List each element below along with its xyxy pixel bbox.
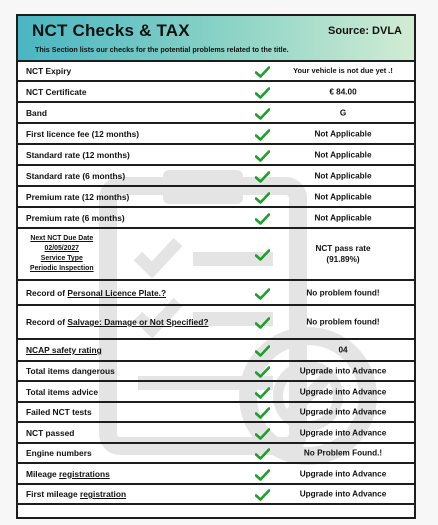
section-title: NCT Checks & TAX <box>32 21 190 40</box>
table-row <box>18 403 414 423</box>
row-value: Not Applicable <box>314 212 372 222</box>
row-label: Band <box>26 107 47 118</box>
row-value-line: (91.89%) <box>326 255 360 264</box>
row-value: Upgrade into Advance <box>299 489 387 499</box>
table-row <box>18 103 414 124</box>
table-row <box>18 464 414 485</box>
row-value: Your vehicle is not due yet .! <box>293 66 393 76</box>
table-row <box>18 306 414 340</box>
row-label: Total items advice <box>26 386 98 397</box>
row-label: NCT Expiry <box>26 66 72 76</box>
green-check-icon <box>255 344 270 356</box>
table-row <box>18 382 414 403</box>
table-row <box>18 229 414 281</box>
next-nct-details <box>30 234 94 274</box>
table-row <box>18 82 414 103</box>
row-value: Not Applicable <box>314 170 372 180</box>
row-label-link[interactable]: registration <box>80 489 127 499</box>
nct-tax-card <box>16 14 416 519</box>
row-value: Not Applicable <box>314 128 372 138</box>
nct-detail-line: Service Type <box>40 255 83 262</box>
row-label-link[interactable]: Salvage: Damage or Not Specified? <box>67 317 209 327</box>
row-label-link[interactable]: Personal Licence Plate.? <box>67 287 167 298</box>
green-check-icon <box>255 468 270 480</box>
green-check-icon <box>255 170 270 182</box>
green-check-icon <box>255 65 270 77</box>
row-label-prefix: Mileage <box>26 468 60 479</box>
green-check-icon <box>255 107 270 119</box>
source-label: Source: DVLA <box>328 25 402 37</box>
row-value: No problem found! <box>306 317 380 327</box>
row-value: G <box>339 107 347 117</box>
row-label: NCT Certificate <box>26 86 87 97</box>
row-value: € 84.00 <box>329 86 357 96</box>
table-row <box>18 187 414 208</box>
checks-table <box>18 62 414 505</box>
green-check-icon <box>255 248 270 260</box>
row-value: Upgrade into Advance <box>299 427 387 437</box>
row-value-line: NCT pass rate <box>315 243 371 253</box>
green-check-icon <box>255 149 270 161</box>
row-value: Not Applicable <box>314 191 372 201</box>
green-check-icon <box>255 406 270 418</box>
row-value: Upgrade into Advance <box>299 468 387 478</box>
row-label-prefix: Record of <box>26 287 68 298</box>
row-label <box>26 469 110 479</box>
table-row <box>18 340 414 362</box>
table-row <box>18 145 414 166</box>
green-check-icon <box>255 212 270 224</box>
row-value <box>278 243 408 265</box>
table-row <box>18 444 414 464</box>
table-row <box>18 166 414 187</box>
row-value: Upgrade into Advance <box>299 386 387 396</box>
row-label: Engine numbers <box>26 448 92 458</box>
table-row <box>18 423 414 444</box>
row-label-prefix: First mileage <box>26 489 80 499</box>
table-row <box>18 362 414 382</box>
table-row <box>18 208 414 229</box>
row-value: Upgrade into Advance <box>299 366 387 376</box>
row-value: 04 <box>338 345 348 355</box>
row-label: Total items dangerous <box>26 366 115 376</box>
row-label-link[interactable]: registrations <box>59 468 110 479</box>
green-check-icon <box>255 316 270 328</box>
row-value: No Problem Found.! <box>303 448 383 458</box>
green-check-icon <box>255 365 270 377</box>
row-label: Standard rate (12 months) <box>26 149 130 160</box>
green-check-icon <box>255 86 270 98</box>
row-label: Premium rate (12 months) <box>26 191 130 202</box>
row-label <box>26 489 126 499</box>
table-row <box>18 485 414 505</box>
green-check-icon <box>255 191 270 203</box>
row-label: First licence fee (12 months) <box>26 128 140 139</box>
row-label <box>26 288 166 298</box>
row-value: Upgrade into Advance <box>299 407 387 417</box>
row-label: NCT passed <box>26 427 75 438</box>
green-check-icon <box>255 128 270 140</box>
row-label <box>26 317 208 327</box>
nct-detail-line: 02/05/2027 <box>44 245 80 252</box>
row-label: Standard rate (6 months) <box>26 170 126 181</box>
table-row <box>18 62 414 82</box>
row-label <box>26 345 102 355</box>
green-check-icon <box>255 287 270 299</box>
section-header <box>18 16 414 62</box>
nct-detail-line: Next NCT Due Date <box>30 235 94 242</box>
green-check-icon <box>255 386 270 398</box>
green-check-icon <box>255 427 270 439</box>
row-value: Not Applicable <box>314 149 372 159</box>
green-check-icon <box>255 488 270 500</box>
section-subtitle: This Section lists our checks for the potential problems related to the title. <box>35 45 289 54</box>
row-label: Failed NCT tests <box>26 407 92 417</box>
row-value: No problem found! <box>306 287 380 297</box>
table-row <box>18 281 414 306</box>
row-label-link[interactable]: NCAP safety rating <box>26 345 102 355</box>
table-row <box>18 124 414 145</box>
green-check-icon <box>255 447 270 459</box>
nct-detail-line: Periodic Inspection <box>30 265 94 272</box>
row-label-prefix: Record of <box>26 317 68 327</box>
row-label: Premium rate (6 months) <box>26 212 125 223</box>
